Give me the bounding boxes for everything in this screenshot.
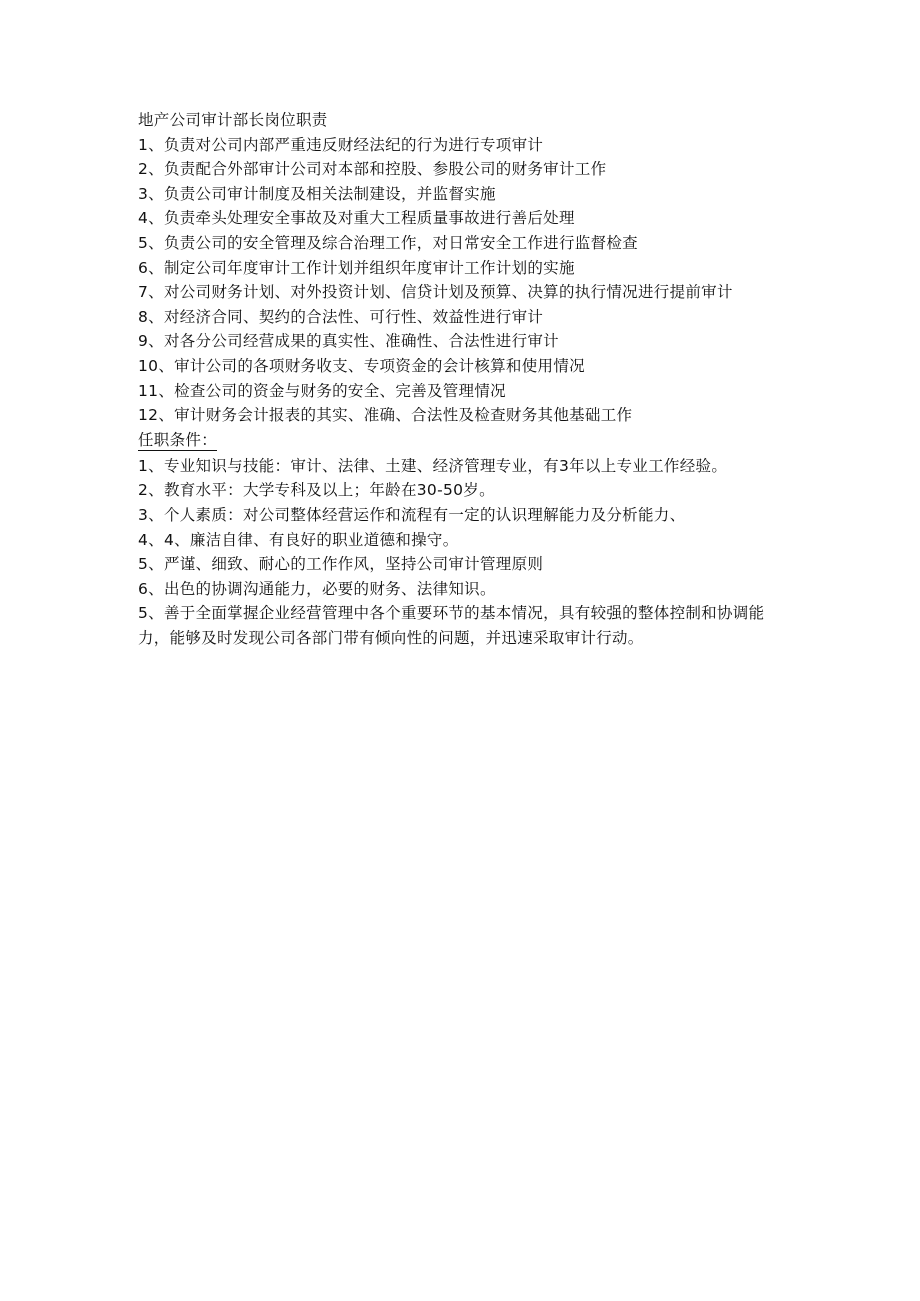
requirements-list — [138, 454, 788, 651]
requirement-item: 3、个人素质：对公司整体经营运作和流程有一定的认识理解能力及分析能力、 — [138, 505, 686, 524]
duty-item: 3、负责公司审计制度及相关法制建设，并监督实施 — [138, 184, 496, 203]
requirement-item: 5、善于全面掌握企业经营管理中各个重要环节的基本情况，具有较强的整体控制和协调能力，能够及时发现公司各部门带有倾向性的问题，并迅速采取审计行动。 — [138, 604, 765, 647]
duty-item: 4、负责牵头处理安全事故及对重大工程质量事故进行善后处理 — [138, 209, 575, 228]
duty-item: 5、负责公司的安全管理及综合治理工作，对日常安全工作进行监督检查 — [138, 233, 638, 252]
duty-item: 6、制定公司年度审计工作计划并组织年度审计工作计划的实施 — [138, 258, 575, 277]
duty-item: 11、检查公司的资金与财务的安全、完善及管理情况 — [138, 381, 506, 400]
duty-item: 10、审计公司的各项财务收支、专项资金的会计核算和使用情况 — [138, 356, 585, 375]
document-title: 地产公司审计部长岗位职责 — [138, 111, 328, 129]
requirement-item: 6、出色的协调沟通能力，必要的财务、法律知识。 — [138, 579, 496, 598]
duty-item: 12、审计财务会计报表的其实、准确、合法性及检查财务其他基础工作 — [138, 406, 633, 425]
duties-list — [138, 133, 788, 428]
requirements-heading-row — [138, 428, 788, 454]
requirement-item: 5、严谨、细致、耐心的工作作风，坚持公司审计管理原则 — [138, 555, 544, 574]
duty-item: 9、对各分公司经营成果的真实性、准确性、合法性进行审计 — [138, 332, 559, 351]
requirement-item: 2、教育水平：大学专科及以上；年龄在30-50岁。 — [138, 481, 495, 500]
document-body — [138, 108, 788, 650]
requirement-item: 4、4、廉洁自律、有良好的职业道德和操守。 — [138, 530, 459, 549]
duty-item: 1、负责对公司内部严重违反财经法纪的行为进行专项审计 — [138, 135, 544, 154]
duty-item: 2、负责配合外部审计公司对本部和控股、参股公司的财务审计工作 — [138, 160, 607, 179]
requirement-item: 1、专业知识与技能：审计、法律、土建、经济管理专业，有3年以上专业工作经验。 — [138, 456, 728, 475]
requirements-heading: 任职条件： — [138, 430, 218, 449]
duty-item: 7、对公司财务计划、对外投资计划、信贷计划及预算、决算的执行情况进行提前审计 — [138, 283, 733, 302]
duty-item: 8、对经济合同、契约的合法性、可行性、效益性进行审计 — [138, 307, 544, 326]
